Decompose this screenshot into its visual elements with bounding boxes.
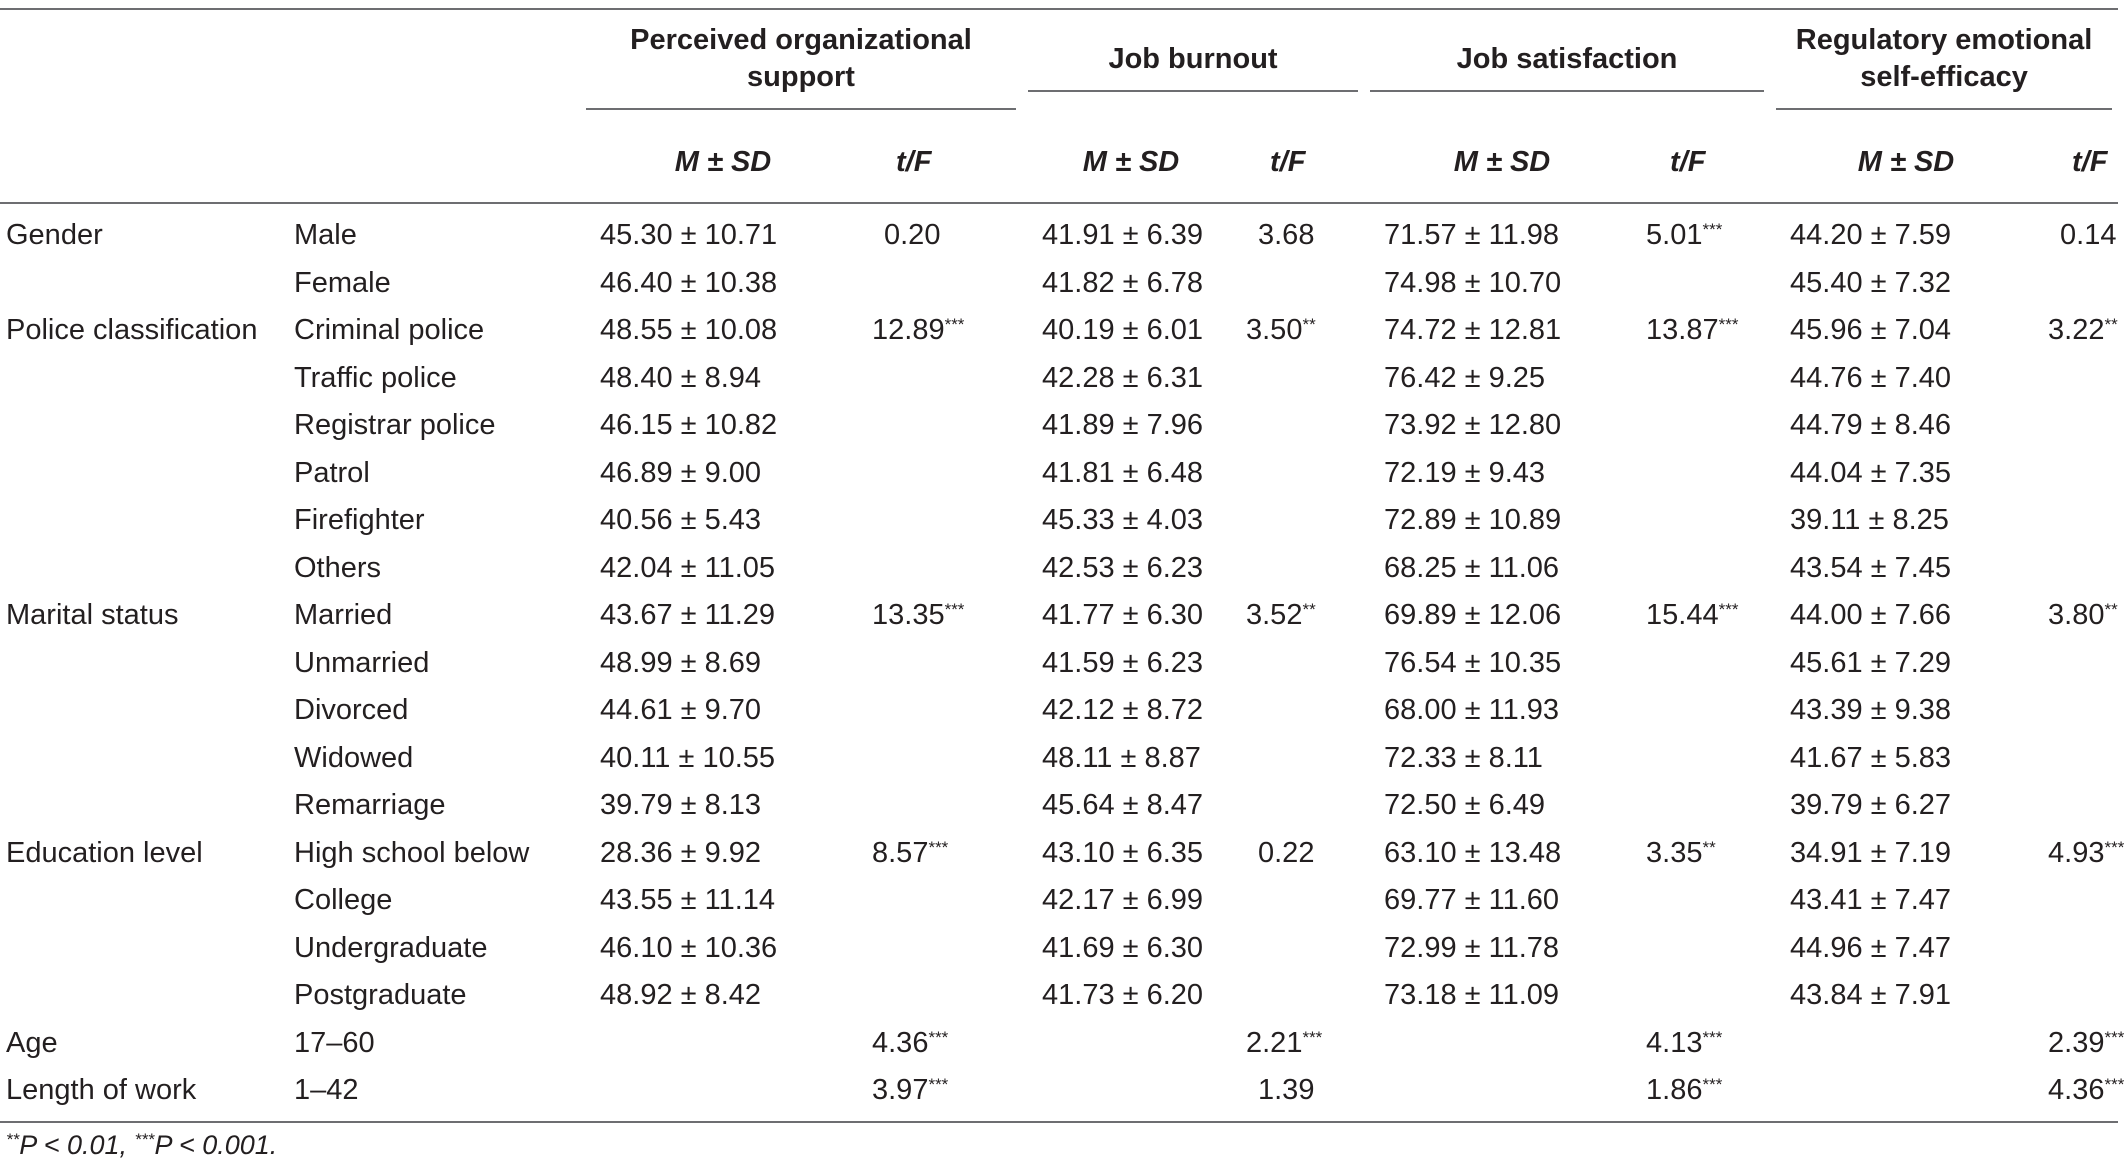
variable-cell [0,640,288,688]
category-cell: 1–42 [288,1067,580,1122]
tf-value-cell [1640,687,1770,735]
statistics-table [0,8,2124,1123]
mean-sd-cell: 72.89 ± 10.89 [1384,504,1562,537]
variable-cell [0,925,288,973]
tf-value-cell: 15.44*** [1646,599,1739,632]
column-header-msd: M ± SD [1022,122,1240,203]
tf-value-cell [1240,260,1364,308]
tf-value-cell [1240,735,1364,783]
category-cell: Criminal police [294,314,485,347]
column-header-tf: t/F [1640,122,1770,203]
category-cell: Married [294,599,393,632]
mean-sd-cell: 46.15 ± 10.82 [600,409,778,442]
tf-value-cell [1240,925,1364,973]
mean-sd-cell: 48.40 ± 8.94 [600,361,762,394]
tf-value-cell [2042,735,2118,783]
column-header-tf: t/F [866,122,1022,203]
tf-value-cell [866,260,1022,308]
mean-sd-cell [1022,1067,1240,1122]
group-underline [1028,90,1358,92]
mean-sd-cell: 43.54 ± 7.45 [1790,551,1952,584]
tf-value-cell [2042,497,2118,545]
tf-value-cell [1240,782,1364,830]
mean-sd-cell: 72.99 ± 11.78 [1384,931,1560,964]
tf-value-cell [1640,782,1770,830]
mean-sd-cell [1770,1067,2042,1122]
table-row [0,1067,2118,1122]
category-cell: Remarriage [294,789,446,822]
mean-sd-cell: 43.67 ± 11.29 [600,599,776,632]
column-header-msd: M ± SD [580,122,866,203]
mean-sd-cell: 45.61 ± 7.29 [1790,646,1952,679]
column-header-msd: M ± SD [1770,122,2042,203]
mean-sd-cell: 48.99 ± 8.69 [600,646,762,679]
tf-value-cell [1240,355,1364,403]
tf-value-cell [1640,877,1770,925]
tf-value-cell [1240,877,1364,925]
mean-sd-cell: 42.04 ± 11.05 [600,551,776,584]
group-header-job-burnout [1022,9,1364,122]
tf-value-cell [1240,545,1364,593]
mean-sd-cell: 73.18 ± 11.09 [1384,979,1560,1012]
mean-sd-cell: 46.40 ± 10.38 [600,266,778,299]
variable-cell: Gender [6,219,103,252]
tf-value-cell [866,402,1022,450]
tf-value-cell: 2.21*** [1246,1026,1323,1059]
mean-sd-cell: 42.17 ± 6.99 [1042,884,1204,917]
mean-sd-cell: 41.91 ± 6.39 [1042,219,1204,252]
tf-value-cell [866,545,1022,593]
tf-value-cell: 3.50** [1246,314,1316,347]
mean-sd-cell: 44.61 ± 9.70 [600,694,762,727]
variable-cell [0,972,288,1020]
group-header-regulatory-emotional-self-efficacy [1770,9,2118,122]
tf-value-cell [2042,925,2118,973]
category-cell: Traffic police [294,361,457,394]
tf-value-cell [1640,450,1770,498]
mean-sd-cell [1364,1067,1640,1122]
category-cell: Widowed [294,741,414,774]
mean-sd-cell: 41.81 ± 6.48 [1042,456,1204,489]
tf-value-cell: 3.68 [1258,219,1315,252]
tf-value-cell: 3.80** [2048,599,2118,632]
mean-sd-cell: 39.11 ± 8.25 [1790,504,1949,537]
tf-value-cell [1640,355,1770,403]
table-row [0,203,2118,260]
tf-value-cell [1240,687,1364,735]
tf-value-cell [1640,640,1770,688]
tf-value-cell [866,450,1022,498]
tf-value-cell: 13.35*** [872,599,965,632]
tf-value-cell [1640,402,1770,450]
mean-sd-cell [1022,1020,1240,1068]
mean-sd-cell: 68.25 ± 11.06 [1384,551,1560,584]
mean-sd-cell: 43.55 ± 11.14 [600,884,776,917]
mean-sd-cell: 43.10 ± 6.35 [1042,836,1204,869]
tf-value-cell: 4.13*** [1646,1026,1723,1059]
tf-value-cell [866,735,1022,783]
group-underline [586,108,1016,110]
tf-value-cell [1640,925,1770,973]
table-row [0,592,2118,640]
mean-sd-cell: 76.54 ± 10.35 [1384,646,1562,679]
table-row [0,877,2118,925]
table-row [0,355,2118,403]
header-spacer [0,9,580,122]
mean-sd-cell: 41.77 ± 6.30 [1042,599,1204,632]
mean-sd-cell: 46.89 ± 9.00 [600,456,762,489]
tf-value-cell [1240,640,1364,688]
category-cell: Others [294,551,382,584]
tf-value-cell [866,355,1022,403]
group-header-row [0,9,2118,122]
mean-sd-cell: 72.19 ± 9.43 [1384,456,1546,489]
group-label: Regulatory emotional self-efficacy [1795,24,2093,93]
table-row [0,735,2118,783]
tf-value-cell: 13.87*** [1646,314,1739,347]
table-row [0,687,2118,735]
mean-sd-cell: 74.72 ± 12.81 [1384,314,1562,347]
variable-cell: Police classification [6,314,258,347]
table-row [0,402,2118,450]
variable-cell [0,402,288,450]
table-row [0,640,2118,688]
group-label: Perceived organizational support [630,24,972,93]
variable-cell [0,735,288,783]
mean-sd-cell [1364,1020,1640,1068]
tf-value-cell [2042,450,2118,498]
tf-value-cell [1240,972,1364,1020]
variable-cell: Education level [6,836,203,869]
group-label: Job burnout [1108,42,1278,75]
mean-sd-cell: 42.12 ± 8.72 [1042,694,1204,727]
table-footnote: **P < 0.01, ***P < 0.001. [6,1130,278,1160]
variable-cell [0,450,288,498]
table-row [0,925,2118,973]
mean-sd-cell: 69.89 ± 12.06 [1384,599,1562,632]
mean-sd-cell: 39.79 ± 8.13 [600,789,762,822]
mean-sd-cell: 44.04 ± 7.35 [1790,456,1952,489]
mean-sd-cell: 48.92 ± 8.42 [600,979,762,1012]
variable-cell [0,497,288,545]
tf-value-cell [1640,545,1770,593]
category-cell: Registrar police [294,409,496,442]
tf-value-cell [866,972,1022,1020]
mean-sd-cell: 63.10 ± 13.48 [1384,836,1562,869]
group-header-perceived-organizational-support [580,9,1022,122]
tf-value-cell: 0.22 [1258,836,1315,869]
mean-sd-cell: 45.33 ± 4.03 [1042,504,1204,537]
tf-value-cell: 3.35** [1646,836,1716,869]
tf-value-cell [2042,687,2118,735]
mean-sd-cell: 45.40 ± 7.32 [1790,266,1952,299]
category-cell: High school below [294,836,530,869]
variable-cell: Marital status [6,599,179,632]
table-row [0,1020,2118,1068]
mean-sd-cell: 44.76 ± 7.40 [1790,361,1952,394]
tf-value-cell [2042,640,2118,688]
variable-cell [0,782,288,830]
mean-sd-cell: 72.33 ± 8.11 [1384,741,1543,774]
mean-sd-cell: 41.59 ± 6.23 [1042,646,1204,679]
variable-cell [0,260,288,308]
table-row [0,830,2118,878]
variable-cell: Age [6,1026,58,1059]
tf-value-cell: 12.89*** [872,314,965,347]
table-row [0,497,2118,545]
mean-sd-cell: 40.11 ± 10.55 [600,741,776,774]
tf-value-cell [866,640,1022,688]
variable-cell [0,687,288,735]
table-row [0,260,2118,308]
mean-sd-cell: 41.89 ± 7.96 [1042,409,1204,442]
tf-value-cell [1640,972,1770,1020]
mean-sd-cell: 69.77 ± 11.60 [1384,884,1560,917]
category-cell: Firefighter [294,504,425,537]
mean-sd-cell [580,1067,866,1122]
group-underline [1776,108,2112,110]
mean-sd-cell: 71.57 ± 11.98 [1384,219,1560,252]
tf-value-cell: 3.22** [2048,314,2118,347]
mean-sd-cell: 41.67 ± 5.83 [1790,741,1952,774]
tf-value-cell [866,877,1022,925]
mean-sd-cell [580,1020,866,1068]
tf-value-cell [1240,450,1364,498]
mean-sd-cell: 44.20 ± 7.59 [1790,219,1952,252]
table-row [0,972,2118,1020]
table-row [0,307,2118,355]
tf-value-cell [2042,782,2118,830]
mean-sd-cell: 40.56 ± 5.43 [600,504,762,537]
tf-value-cell [866,687,1022,735]
mean-sd-cell: 48.55 ± 10.08 [600,314,778,347]
column-header-tf: t/F [1240,122,1364,203]
tf-value-cell: 3.97*** [866,1067,1022,1122]
mean-sd-cell: 74.98 ± 10.70 [1384,266,1562,299]
tf-value-cell [866,782,1022,830]
table-row [0,782,2118,830]
mean-sd-cell: 48.11 ± 8.87 [1042,741,1201,774]
mean-sd-cell: 76.42 ± 9.25 [1384,361,1546,394]
mean-sd-cell: 46.10 ± 10.36 [600,931,778,964]
tf-value-cell: 8.57*** [872,836,949,869]
mean-sd-cell: 43.41 ± 7.47 [1790,884,1952,917]
tf-value-cell: 4.36*** [872,1026,949,1059]
mean-sd-cell [1770,1020,2042,1068]
mean-sd-cell: 34.91 ± 7.19 [1790,836,1952,869]
mean-sd-cell: 41.69 ± 6.30 [1042,931,1204,964]
category-cell: Divorced [294,694,409,727]
mean-sd-cell: 44.00 ± 7.66 [1790,599,1952,632]
category-cell: Unmarried [294,646,430,679]
category-cell: Female [294,266,391,299]
table-row [0,545,2118,593]
column-header-tf: t/F [2042,122,2118,203]
category-cell: Postgraduate [294,979,467,1012]
mean-sd-cell: 72.50 ± 6.49 [1384,789,1546,822]
tf-value-cell [2042,972,2118,1020]
tf-value-cell [1640,735,1770,783]
mean-sd-cell: 39.79 ± 6.27 [1790,789,1952,822]
table-body [0,203,2124,1122]
category-cell: Male [294,219,357,252]
mean-sd-cell: 45.96 ± 7.04 [1790,314,1952,347]
category-cell: Undergraduate [294,931,488,964]
tf-value-cell [2042,260,2118,308]
mean-sd-cell: 41.73 ± 6.20 [1042,979,1204,1012]
tf-value-cell: 5.01*** [1646,219,1723,252]
mean-sd-cell: 43.39 ± 9.38 [1790,694,1952,727]
variable-cell [0,877,288,925]
variable-cell [0,545,288,593]
group-label: Job satisfaction [1456,42,1678,75]
tf-value-cell: 0.20 [884,219,941,252]
mean-sd-cell: 40.19 ± 6.01 [1042,314,1204,347]
mean-sd-cell: 44.79 ± 8.46 [1790,409,1952,442]
variable-cell [0,355,288,403]
tf-value-cell: 0.14 [2060,219,2117,252]
tf-value-cell [866,497,1022,545]
column-header-msd: M ± SD [1364,122,1640,203]
tf-value-cell [1240,497,1364,545]
group-header-job-satisfaction [1364,9,1770,122]
tf-value-cell: 1.86*** [1640,1067,1770,1122]
tf-value-cell [2042,877,2118,925]
header-spacer [0,122,580,203]
mean-sd-cell: 45.64 ± 8.47 [1042,789,1204,822]
tf-value-cell [1240,402,1364,450]
mean-sd-cell: 42.53 ± 6.23 [1042,551,1204,584]
mean-sd-cell: 28.36 ± 9.92 [600,836,762,869]
tf-value-cell: 1.39 [1240,1067,1364,1122]
column-header-row [0,122,2118,203]
tf-value-cell [1640,260,1770,308]
tf-value-cell [866,925,1022,973]
tf-value-cell [1640,497,1770,545]
group-underline [1370,90,1764,92]
tf-value-cell: 4.93*** [2048,836,2124,869]
mean-sd-cell: 41.82 ± 6.78 [1042,266,1204,299]
tf-value-cell: 3.52** [1246,599,1316,632]
tf-value-cell: 2.39*** [2048,1026,2124,1059]
mean-sd-cell: 68.00 ± 11.93 [1384,694,1560,727]
mean-sd-cell: 44.96 ± 7.47 [1790,931,1952,964]
table-row [0,450,2118,498]
tf-value-cell: 4.36*** [2042,1067,2118,1122]
tf-value-cell [2042,402,2118,450]
mean-sd-cell: 43.84 ± 7.91 [1790,979,1952,1012]
category-cell: Patrol [294,456,370,489]
tf-value-cell [2042,355,2118,403]
mean-sd-cell: 45.30 ± 10.71 [600,219,778,252]
category-cell: 17–60 [294,1026,375,1059]
mean-sd-cell: 73.92 ± 12.80 [1384,409,1562,442]
variable-cell: Length of work [0,1067,288,1122]
category-cell: College [294,884,393,917]
mean-sd-cell: 42.28 ± 6.31 [1042,361,1204,394]
tf-value-cell [2042,545,2118,593]
